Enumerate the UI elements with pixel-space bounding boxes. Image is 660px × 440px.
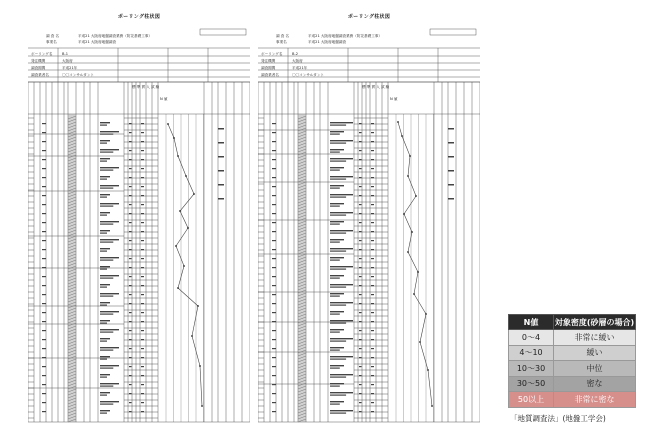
project-name-label: 事業名 — [276, 40, 287, 44]
period-value: 平成21年 — [62, 66, 78, 70]
contractor-label: 調査業者名 — [31, 73, 49, 77]
client-label: 発注機関 — [261, 59, 276, 63]
client-label: 発注機関 — [31, 59, 46, 63]
project-name-label: 事業名 — [46, 40, 57, 44]
client-value: 大阪府 — [62, 59, 73, 63]
boring-log-sheet-1 — [28, 6, 250, 424]
period-value: 平成21年 — [292, 66, 308, 70]
survey-name-label: 調 査 名 — [276, 34, 290, 38]
spt-column-header: 標 準 貫 入 試 験 — [132, 85, 160, 89]
legend-row — [509, 361, 636, 377]
survey-name-value: 平成21 大阪府地盤調査業務（防災基礎工事） — [308, 34, 382, 38]
legend-row — [509, 345, 636, 361]
source-citation: 「地質調査法」(地盤工学会) — [510, 414, 606, 423]
legend-n-range: 0〜4 — [509, 330, 554, 346]
legend-row — [509, 392, 636, 408]
boring-name-label: ボーリング名 — [261, 52, 283, 56]
period-label: 調査期間 — [31, 66, 46, 70]
legend-n-range: 10〜30 — [509, 361, 554, 377]
legend-n-range: 30〜50 — [509, 376, 554, 392]
n-value-header: N 値 — [160, 97, 168, 101]
survey-name-label: 調 査 名 — [46, 34, 60, 38]
boring-name-value: B-1 — [62, 52, 69, 56]
boring-log-sheet-2 — [258, 6, 480, 424]
legend-density: 非常に密な — [554, 392, 636, 408]
client-value: 大阪府 — [292, 59, 303, 63]
contractor-value: 〇〇コンサルタント — [62, 73, 95, 77]
n-value-header: N 値 — [390, 97, 398, 101]
legend-row — [509, 376, 636, 392]
legend-header-density: 対象密度(砂層の場合) — [554, 315, 636, 330]
contractor-value: 〇〇コンサルタント — [292, 73, 325, 77]
contractor-label: 調査業者名 — [261, 73, 279, 77]
survey-name-value: 平成21 大阪府地盤調査業務（防災基礎工事） — [78, 34, 152, 38]
legend-n-range: 50以上 — [509, 392, 554, 408]
boring-name-label: ボーリング名 — [31, 52, 53, 56]
log-title: ボーリング柱状図 — [117, 14, 161, 20]
legend-density: 緩い — [554, 345, 636, 361]
project-name-value: 平成21 大阪府地盤調査 — [308, 40, 347, 44]
project-name-value: 平成21 大阪府地盤調査 — [78, 40, 117, 44]
legend-density: 密な — [554, 376, 636, 392]
legend-n-range: 4〜10 — [509, 345, 554, 361]
legend-row — [509, 330, 636, 346]
n-value-legend-table — [508, 314, 636, 408]
legend-header-n: N値 — [509, 315, 554, 330]
legend-density: 中位 — [554, 361, 636, 377]
period-label: 調査期間 — [261, 66, 276, 70]
legend-density: 非常に緩い — [554, 330, 636, 346]
log-title: ボーリング柱状図 — [347, 14, 391, 20]
spt-column-header: 標 準 貫 入 試 験 — [362, 85, 390, 89]
boring-name-value: B-2 — [292, 52, 299, 56]
